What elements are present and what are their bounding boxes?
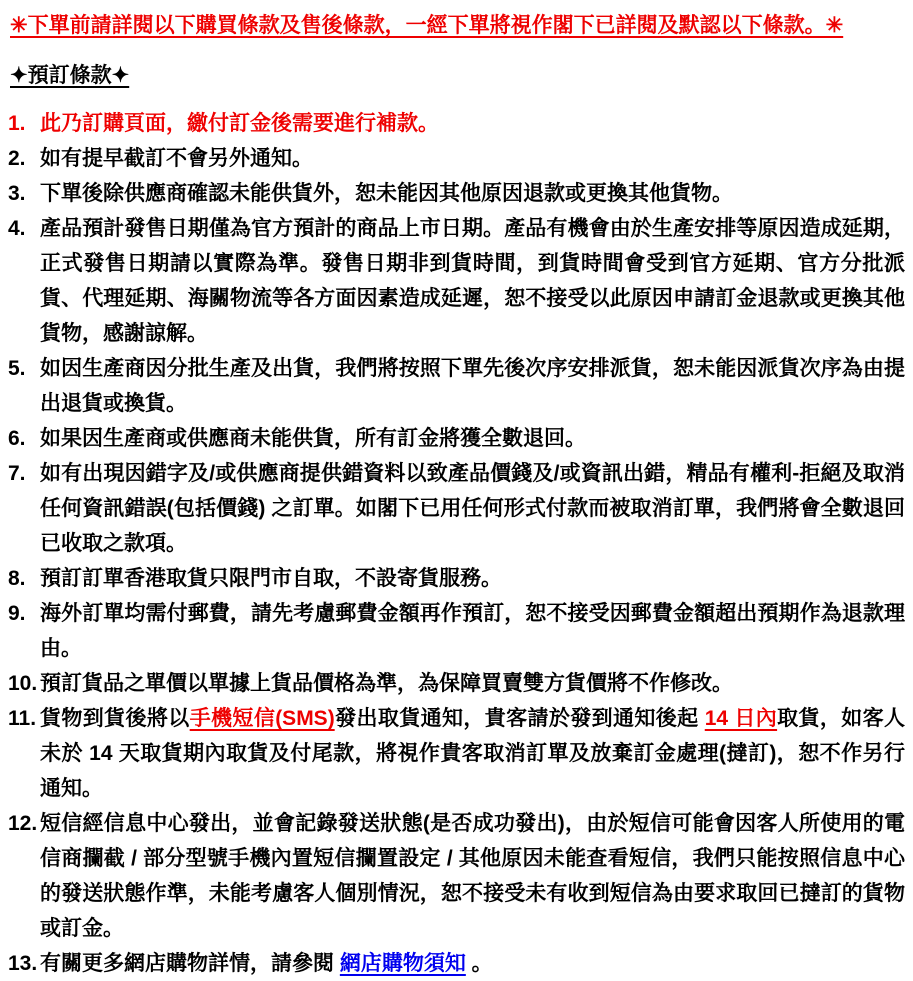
term-text-segment: 發出取貨通知，貴客請於發到通知後起 [334, 707, 705, 730]
term-item-11 [8, 701, 905, 806]
term-number: 2. [8, 147, 26, 170]
term-number: 8. [8, 567, 26, 590]
term-text: 預訂貨品之單價以單據上貨品價格為準，為保障買賣雙方貨價將不作修改。 [40, 672, 733, 695]
term-text-segment: 。 [465, 952, 493, 975]
term-number: 4. [8, 217, 26, 240]
pickup-deadline-highlight: 14 日內 [704, 707, 778, 730]
term-text-segment: 貨物到貨後將以 [40, 707, 190, 730]
term-text-segment: 有關更多網店購物詳情，請參閱 [40, 952, 340, 975]
term-item-10 [8, 666, 905, 701]
term-item-2 [8, 141, 905, 176]
sms-notice-highlight: 手機短信(SMS) [189, 707, 335, 730]
term-text: 預訂訂單香港取貨只限門市自取，不設寄貨服務。 [40, 567, 502, 590]
term-item-5 [8, 351, 905, 421]
term-text: 如有提早截訂不會另外通知。 [40, 147, 313, 170]
term-text-segment: 取貨，如客人未於 14 天取貨期內取貨及付尾款，將視作貴客取消訂單及放棄訂金處理(撻訂)，恕不作另行通知。 [40, 707, 905, 800]
term-text: 如果因生產商或供應商未能供貨，所有訂金將獲全數退回。 [40, 427, 586, 450]
term-item-3 [8, 176, 905, 211]
term-item-9 [8, 596, 905, 666]
preorder-terms-title: ✦預訂條款✦ [10, 64, 130, 87]
term-item-13 [8, 946, 905, 981]
term-item-8 [8, 561, 905, 596]
purchase-warning-header: ✳下單前請詳閱以下購買條款及售後條款，一經下單將視作閣下已詳閱及默認以下條款。✳ [10, 14, 844, 37]
term-text: 短信經信息中心發出，並會記錄發送狀態(是否成功發出)，由於短信可能會因客人所使用的電信商攔截 / 部分型號手機內置短信攔置設定 / 其他原因未能查看短信，我們只能按照信息中心的發送狀態作準，未能考慮客人個別情況，恕不接受未有收到短信為由要求取回已撻訂的貨物或訂金。 [40, 812, 905, 940]
term-item-1 [8, 106, 905, 141]
term-text [40, 946, 905, 981]
term-text: 如因生產商因分批生產及出貨，我們將按照下單先後次序安排派貨，恕未能因派貨次序為由提出退貨或換貨。 [40, 357, 905, 415]
term-number: 3. [8, 182, 26, 205]
term-item-6 [8, 421, 905, 456]
terms-list [8, 106, 905, 981]
term-text: 產品預計發售日期僅為官方預計的商品上市日期。產品有機會由於生產安排等原因造成延期，正式發售日期請以實際為準。發售日期非到貨時間，到貨時間會受到官方延期、官方分批派貨、代理延期、海關物流等各方面因素造成延遲，恕不接受以此原因申請訂金退款或更換其他貨物，感謝諒解。 [40, 217, 905, 345]
term-item-12 [8, 806, 905, 946]
term-number: 9. [8, 602, 26, 625]
term-text: 此乃訂購頁面，繳付訂金後需要進行補款。 [40, 112, 439, 135]
term-text [40, 701, 905, 806]
term-text: 下單後除供應商確認未能供貨外，恕未能因其他原因退款或更換其他貨物。 [40, 182, 733, 205]
term-text: 海外訂單均需付郵費，請先考慮郵費金額再作預訂，恕不接受因郵費金額超出預期作為退款理由。 [40, 602, 905, 660]
term-number: 11. [8, 707, 37, 730]
term-number: 1. [8, 112, 26, 135]
term-number: 5. [8, 357, 26, 380]
term-number: 7. [8, 462, 26, 485]
term-number: 12. [8, 812, 38, 835]
term-number: 13. [8, 952, 38, 975]
term-number: 6. [8, 427, 26, 450]
term-item-4 [8, 211, 905, 351]
term-item-7 [8, 456, 905, 561]
term-number: 10. [8, 672, 38, 695]
store-shopping-guide-link[interactable]: 網店購物須知 [339, 952, 466, 975]
term-text: 如有出現因錯字及/或供應商提供錯資料以致產品價錢及/或資訊出錯，精品有權利-拒絕及取消任何資訊錯誤(包括價錢) 之訂單。如閣下已用任何形式付款而被取消訂單，我們將會全數退回已收取之款項。 [40, 462, 905, 555]
